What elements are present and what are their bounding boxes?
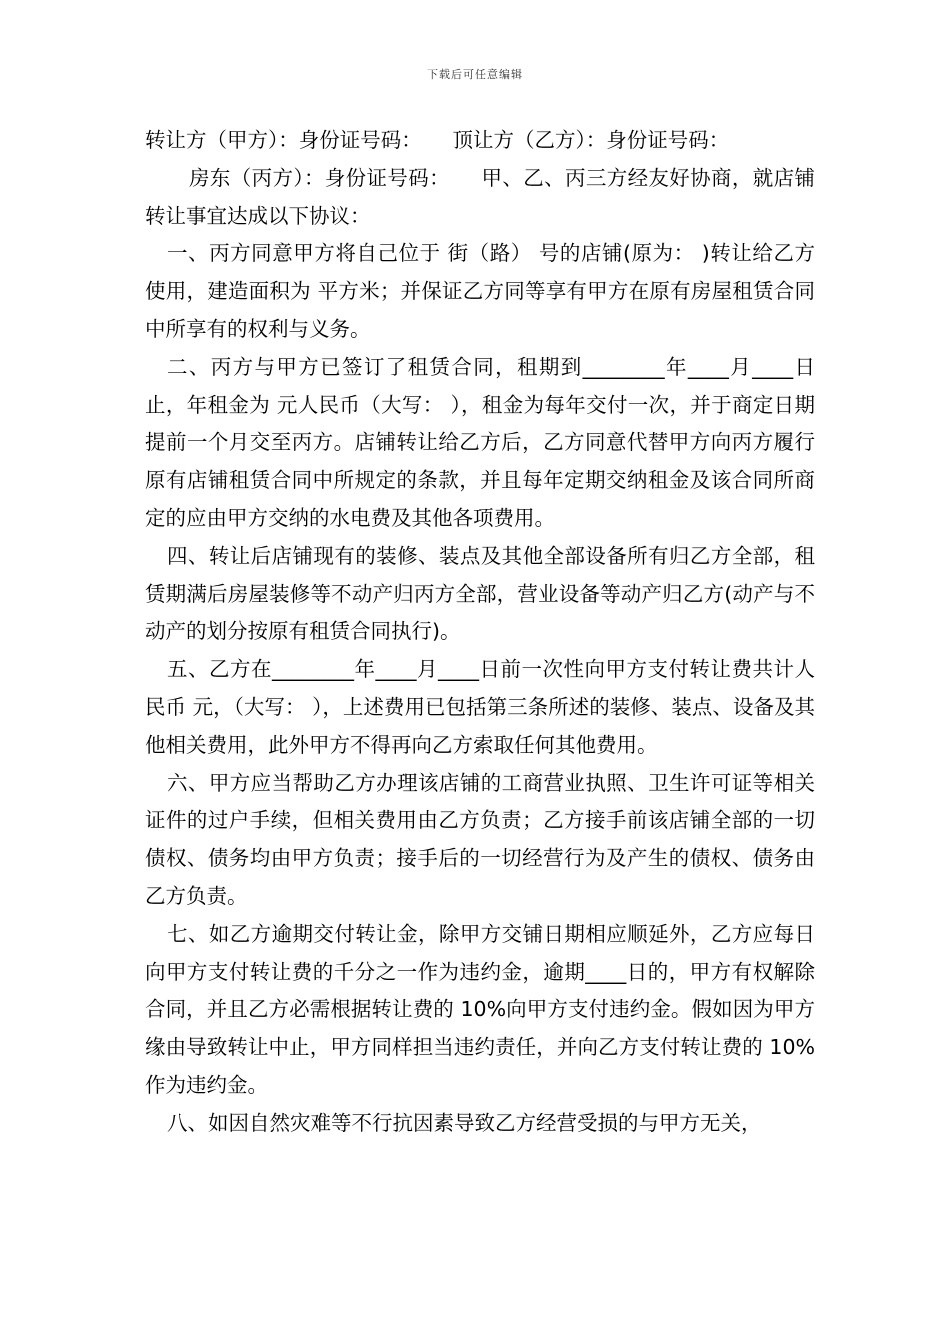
page-header: 下载后可任意编辑: [427, 68, 523, 81]
paragraph-clause-5: 五、乙方在________年____月____日前一次性向甲方支付转让费共计人民币 元，（大写： ），上述费用已包括第三条所述的装修、装点、设备及其他相关费用，此外甲方不得再向乙方索取任何其他费用。: [145, 657, 815, 757]
paragraph-clause-8: 八、如因自然灾难等不行抗因素导致乙方经营受损的与甲方无关，: [167, 1110, 762, 1135]
paragraph-landlord-intro: 房东（丙方）：身份证号码： 甲、乙、丙三方经友好协商，就店铺转让事宜达成以下协议：: [145, 165, 815, 228]
paragraph-clause-7: 七、如乙方逾期交付转让金，除甲方交铺日期相应顺延外，乙方应每日向甲方支付转让费的千分之一作为违约金，逾期____日的，甲方有权解除合同，并且乙方必需根据转让费的 10%向甲方支付违约金。假如因为甲方缘由导致转让中止，甲方同样担当违约责任，并向乙方支付转让费的 10%作为违约金。: [145, 921, 815, 1097]
paragraph-clause-6: 六、甲方应当帮助乙方办理该店铺的工商营业执照、卫生许可证等相关证件的过户手续，但相关费用由乙方负责；乙方接手前该店铺全部的一切债权、债务均由甲方负责；接手后的一切经营行为及产生的债权、债务由乙方负责。: [145, 770, 815, 908]
paragraph-parties-a-b: 转让方（甲方）：身份证号码： 顶让方（乙方）：身份证号码：: [145, 128, 730, 152]
paragraph-clause-1: 一、丙方同意甲方将自己位于 街（路） 号的店铺(原为： )转让给乙方使用，建造面积为 平方米；并保证乙方同等享有甲方在原有房屋租赁合同中所享有的权利与义务。: [145, 241, 815, 341]
contract-body: [145, 122, 815, 1143]
paragraph-clause-2: 二、丙方与甲方已签订了租赁合同，租期到________年____月____日止，年租金为 元人民币（大写： ），租金为每年交付一次，并于商定日期提前一个月交至丙方。店铺转让给乙方后，乙方同意代替甲方向丙方履行原有店铺租赁合同中所规定的条款，并且每年定期交纳租金及该合同所商定的应由甲方交纳的水电费及其他各项费用。: [145, 354, 815, 530]
paragraph-clause-4: 四、转让后店铺现有的装修、装点及其他全部设备所有归乙方全部，租赁期满后房屋装修等不动产归丙方全部，营业设备等动产归乙方(动产与不动产的划分按原有租赁合同执行)。: [145, 543, 815, 644]
